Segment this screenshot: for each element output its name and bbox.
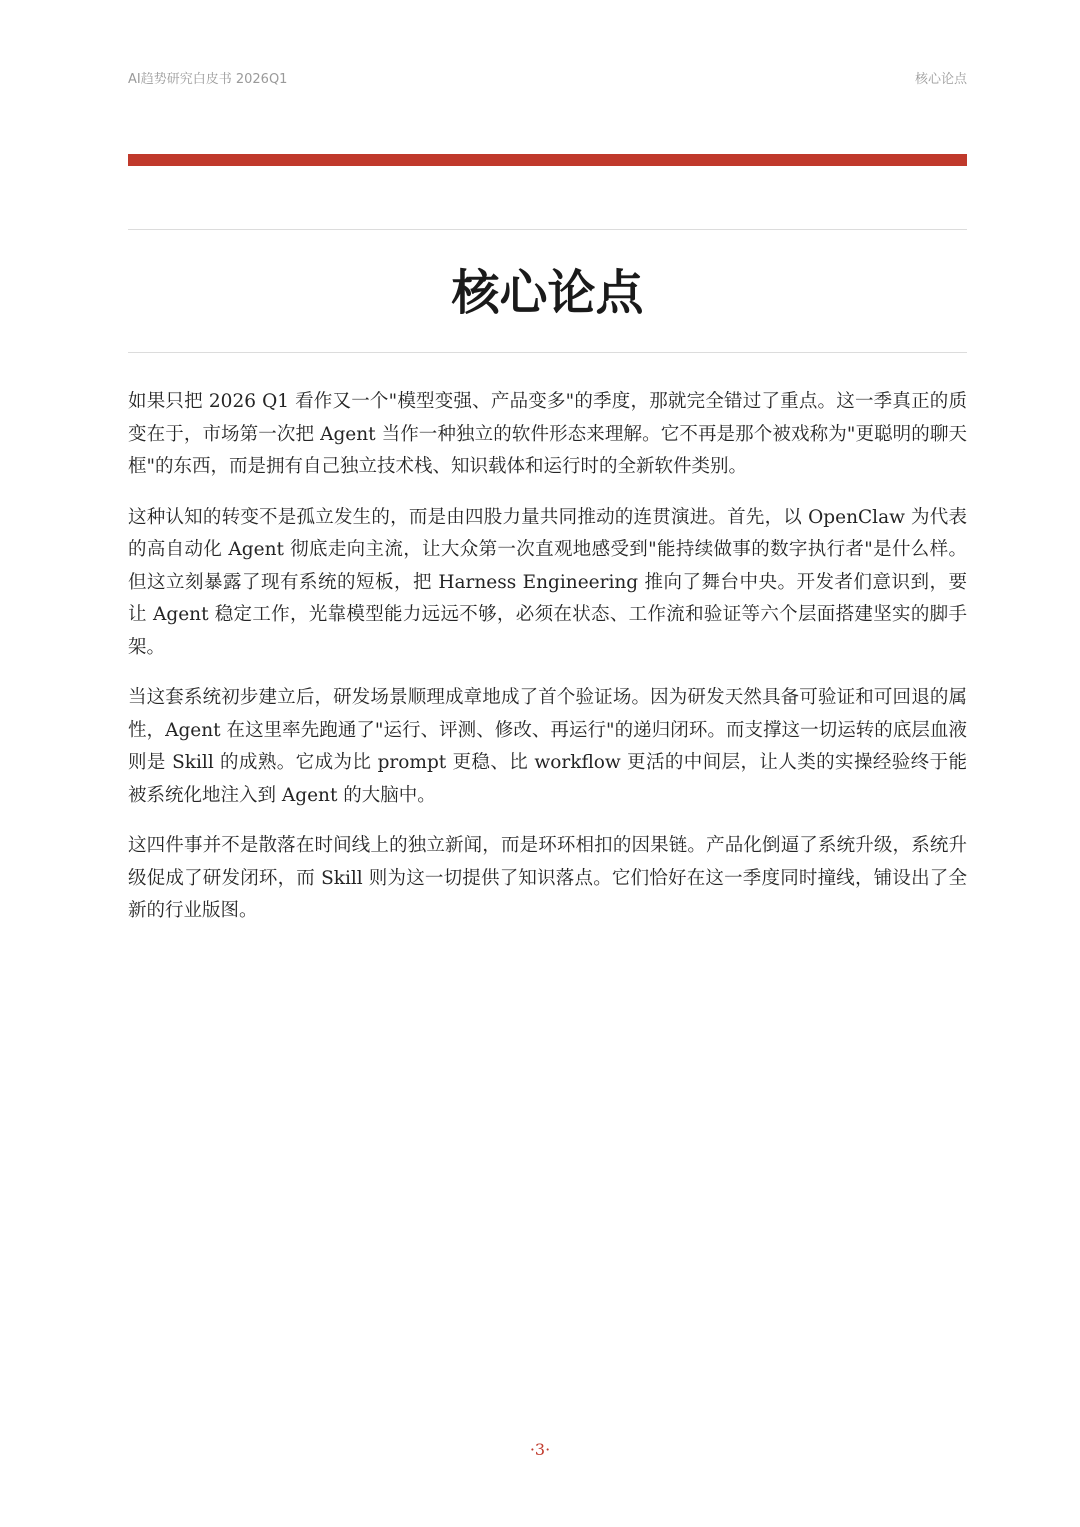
running-header bbox=[128, 68, 967, 88]
running-header-section-title: 核心论点 bbox=[914, 72, 967, 87]
running-header-doc-title: AI趋势研究白皮书 2026Q1 bbox=[128, 72, 288, 87]
accent-bar bbox=[128, 154, 967, 166]
paragraph: 这种认知的转变不是孤立发生的，而是由四股力量共同推动的连贯演进。首先，以 OpenClaw 为代表的高自动化 Agent 彻底走向主流，让大众第一次直观地感受到"能持续做事的数字执行者"是什么样。但这立刻暴露了现有系统的短板，把 Harness Engineering 推向了舞台中央。开发者们意识到，要让 Agent 稳定工作，光靠模型能力远远不够，必须在状态、工作流和验证等六个层面搭建坚实的脚手架。 bbox=[128, 506, 967, 658]
page-number: ·3· bbox=[529, 1440, 551, 1459]
body-text bbox=[128, 386, 967, 946]
paragraph: 如果只把 2026 Q1 看作又一个"模型变强、产品变多"的季度，那就完全错过了重点。这一季真正的质变在于，市场第一次把 Agent 当作一种独立的软件形态来理解。它不再是那个被戏称为"更聪明的聊天框"的东西，而是拥有自己独立技术栈、知识载体和运行时的全新软件类别。 bbox=[128, 391, 967, 477]
title-divider-top bbox=[128, 229, 967, 230]
paragraph: 这四件事并不是散落在时间线上的独立新闻，而是环环相扣的因果链。产品化倒逼了系统升级，系统升级促成了研发闭环，而 Skill 则为这一切提供了知识落点。它们恰好在这一季度同时撞线，铺设出了全新的行业版图。 bbox=[128, 835, 967, 921]
paragraph: 当这套系统初步建立后，研发场景顺理成章地成了首个验证场。因为研发天然具备可验证和可回退的属性，Agent 在这里率先跑通了"运行、评测、修改、再运行"的递归闭环。而支撑这一切运转的底层血液则是 Skill 的成熟。它成为比 prompt 更稳、比 workflow 更活的中间层，让人类的实操经验终于能被系统化地注入到 Agent 的大脑中。 bbox=[128, 687, 967, 806]
page-title: 核心论点 bbox=[451, 265, 644, 321]
title-divider-bottom bbox=[128, 352, 967, 353]
